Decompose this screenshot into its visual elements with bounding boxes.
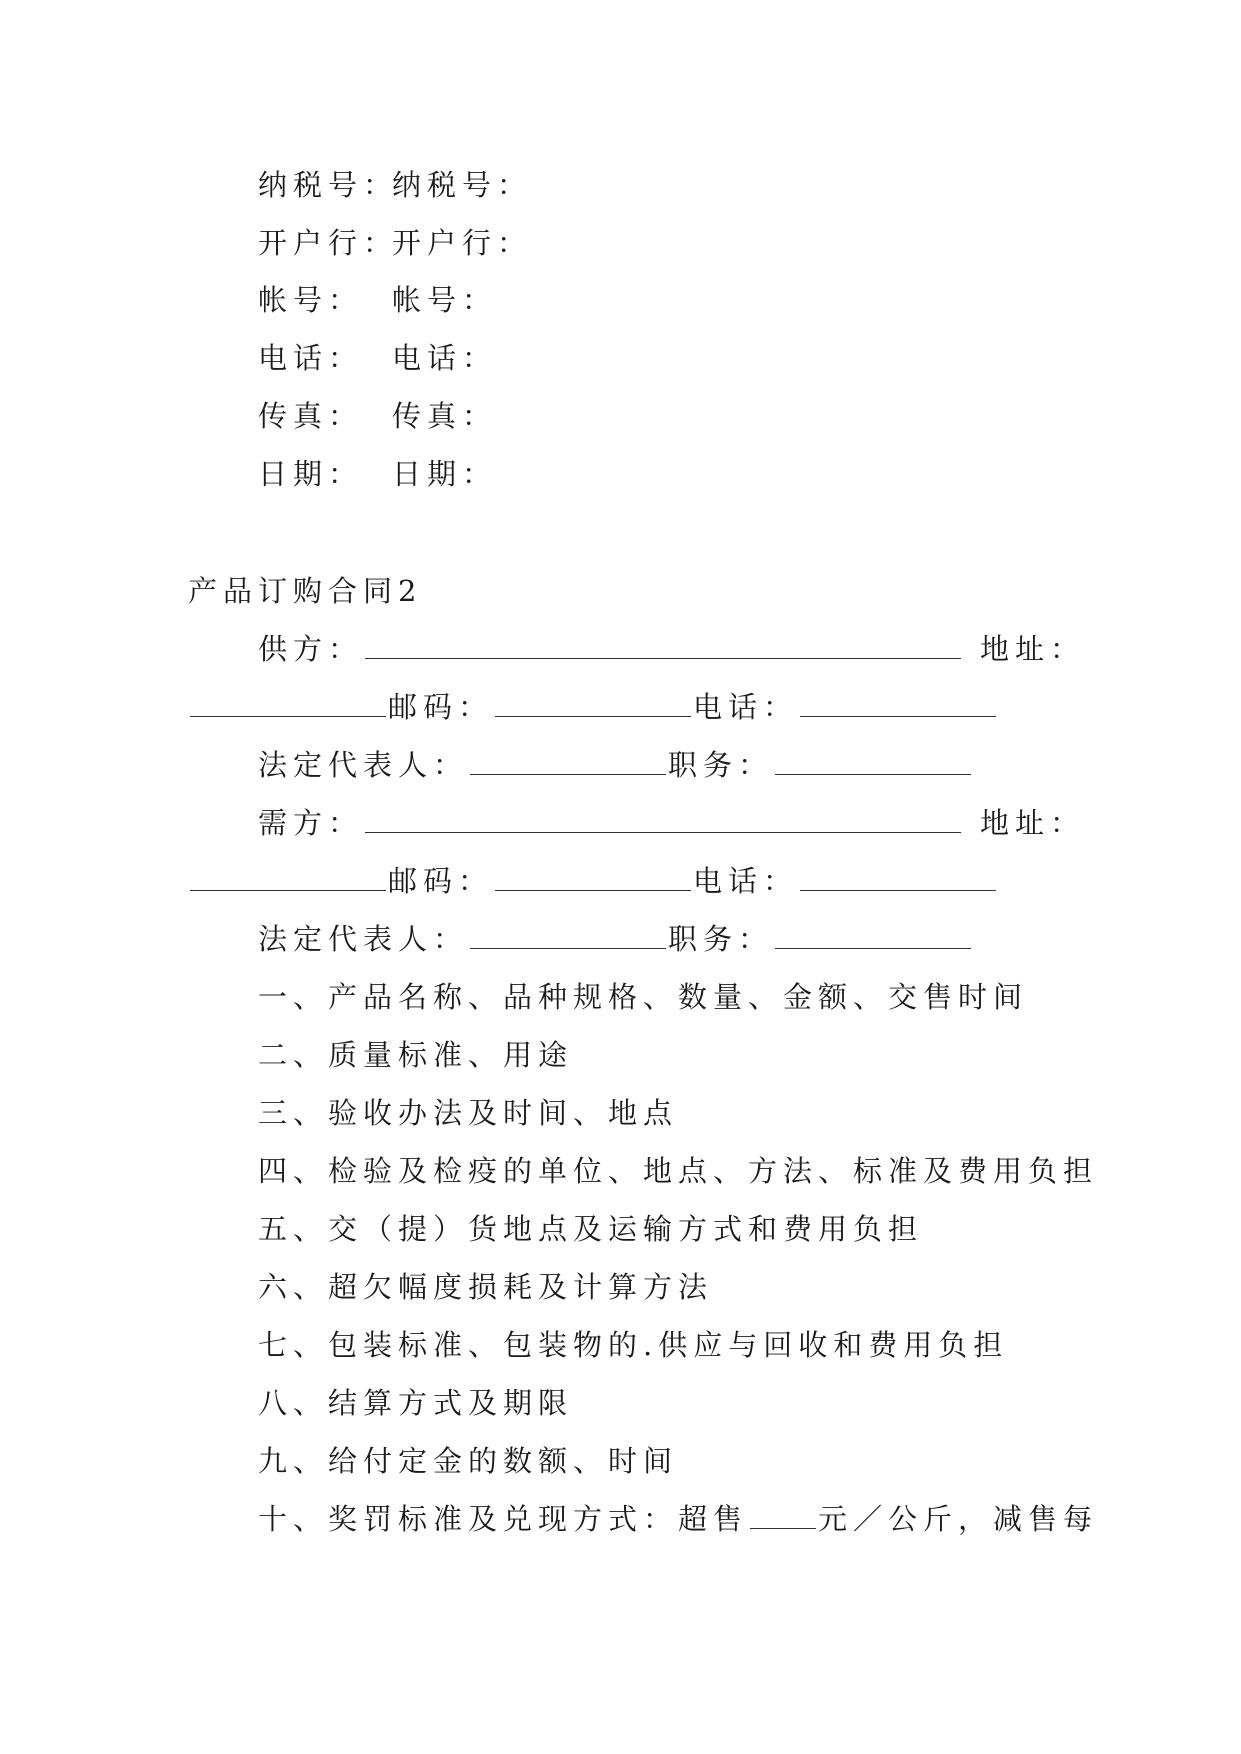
tax-number-label-a: 纳税号： bbox=[258, 168, 399, 202]
phone-label-b: 电话： bbox=[392, 341, 498, 375]
buyer-contact-row bbox=[188, 864, 998, 898]
clause-4: 四、检验及检疫的单位、地点、方法、标准及费用负担 bbox=[258, 1154, 1099, 1188]
account-label-b: 帐号： bbox=[392, 283, 498, 317]
clause-3: 三、验收办法及时间、地点 bbox=[258, 1096, 679, 1130]
bank-label-b: 开户行： bbox=[392, 226, 533, 260]
supplier-address-blank bbox=[190, 692, 386, 717]
supplier-row bbox=[258, 632, 963, 666]
clause-10-prefix: 十、奖罚标准及兑现方式：超售 bbox=[258, 1502, 749, 1536]
fax-row bbox=[258, 399, 497, 433]
fax-label-b: 传真： bbox=[392, 399, 498, 433]
clause-9: 九、给付定金的数额、时间 bbox=[258, 1444, 679, 1478]
tax-number-label-b: 纳税号： bbox=[392, 168, 533, 202]
supplier-address-label: 地址： bbox=[980, 632, 1086, 666]
account-row bbox=[258, 283, 497, 317]
phone-row bbox=[258, 341, 497, 375]
supplier-phone-label: 电话： bbox=[693, 690, 799, 724]
supplier-rep-row bbox=[258, 748, 973, 782]
supplier-phone-blank bbox=[800, 692, 996, 717]
clause-1: 一、产品名称、品种规格、数量、金额、交售时间 bbox=[258, 980, 1029, 1014]
date-label-a: 日期： bbox=[258, 457, 364, 491]
buyer-postcode-label: 邮码： bbox=[388, 864, 494, 898]
buyer-rep-label: 法定代表人： bbox=[258, 922, 469, 956]
clause-10 bbox=[258, 1502, 1098, 1536]
section-title: 产品订购合同2 bbox=[188, 574, 423, 608]
clause-7: 七、包装标准、包装物的.供应与回收和费用负担 bbox=[258, 1328, 1009, 1362]
buyer-phone-label: 电话： bbox=[693, 864, 799, 898]
buyer-label: 需方： bbox=[258, 806, 364, 840]
buyer-position-label: 职务： bbox=[668, 922, 774, 956]
clause-8: 八、结算方式及期限 bbox=[258, 1386, 574, 1420]
phone-label-a: 电话： bbox=[258, 341, 364, 375]
account-label-a: 帐号： bbox=[258, 283, 364, 317]
fax-label-a: 传真： bbox=[258, 399, 364, 433]
supplier-contact-row bbox=[188, 690, 998, 724]
supplier-blank bbox=[365, 634, 961, 659]
date-label-b: 日期： bbox=[392, 457, 498, 491]
supplier-rep-blank bbox=[470, 750, 666, 775]
buyer-rep-row bbox=[258, 922, 973, 956]
buyer-address-blank bbox=[190, 866, 386, 891]
supplier-label: 供方： bbox=[258, 632, 364, 666]
date-row bbox=[258, 457, 497, 491]
clause-10-suffix: 元／公斤，减售每 bbox=[818, 1502, 1099, 1536]
supplier-position-blank bbox=[775, 750, 971, 775]
buyer-row bbox=[258, 806, 963, 840]
buyer-position-blank bbox=[775, 924, 971, 949]
buyer-address-label: 地址： bbox=[980, 806, 1086, 840]
buyer-phone-blank bbox=[800, 866, 996, 891]
bank-label-a: 开户行： bbox=[258, 226, 399, 260]
clause-5: 五、交（提）货地点及运输方式和费用负担 bbox=[258, 1212, 924, 1246]
buyer-postcode-blank bbox=[495, 866, 691, 891]
tax-number-row bbox=[258, 168, 532, 202]
buyer-blank bbox=[365, 808, 961, 833]
supplier-postcode-label: 邮码： bbox=[388, 690, 494, 724]
buyer-rep-blank bbox=[470, 924, 666, 949]
clause-2: 二、质量标准、用途 bbox=[258, 1038, 574, 1072]
clause-10-blank bbox=[750, 1504, 816, 1529]
bank-row bbox=[258, 226, 532, 260]
supplier-position-label: 职务： bbox=[668, 748, 774, 782]
supplier-postcode-blank bbox=[495, 692, 691, 717]
supplier-rep-label: 法定代表人： bbox=[258, 748, 469, 782]
clause-6: 六、超欠幅度损耗及计算方法 bbox=[258, 1270, 714, 1304]
